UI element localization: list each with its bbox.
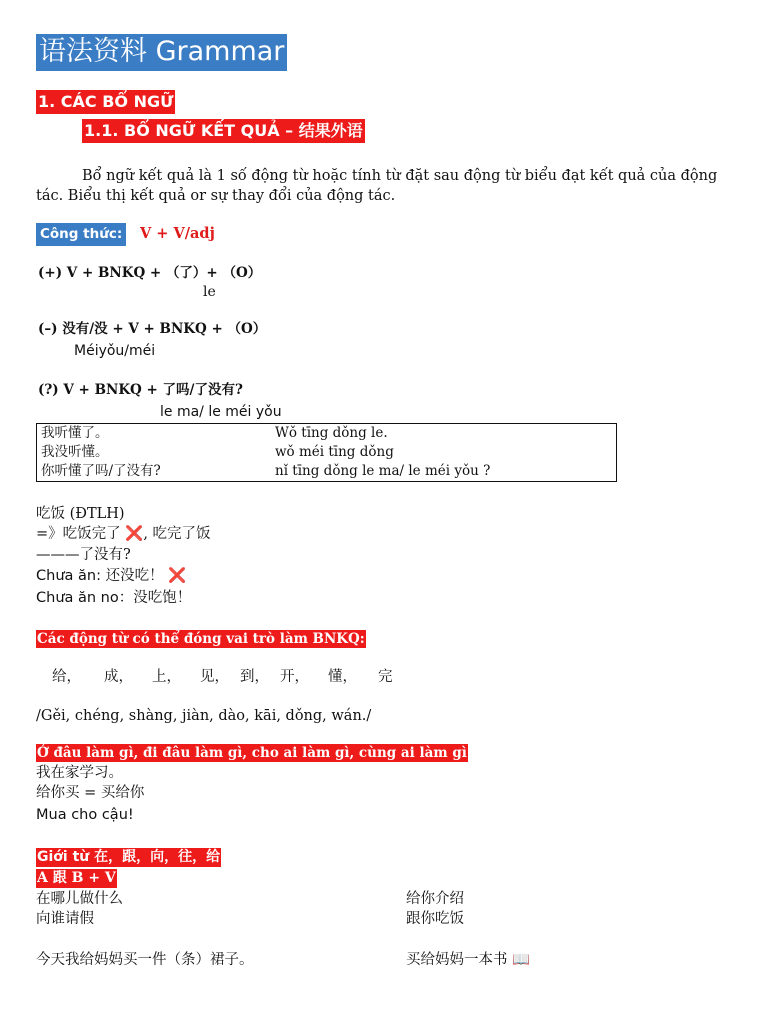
verb-item: 到，	[240, 669, 269, 685]
eat-line-2	[36, 524, 211, 544]
eat-line-2-text: =》吃饭完了	[36, 526, 121, 542]
eat-line-3: ———了没有?	[36, 547, 131, 563]
page-title: 语法资料 Grammar	[36, 34, 287, 71]
negative-form: (–) 没有/没 + V + BNKQ + （O）	[38, 321, 267, 337]
example-chinese: 我没听懂。	[37, 443, 272, 462]
table-row	[37, 443, 617, 462]
question-pinyin: le ma/ le méi yǒu	[160, 404, 282, 420]
heading-cac-bo-ngu: 1. CÁC BỔ NGỮ	[36, 90, 175, 114]
example-chinese: 我听懂了。	[37, 424, 272, 444]
prep-example-left: 在哪儿做什么	[36, 891, 123, 907]
verbs-pinyin: /Gěi, chéng, shàng, jiàn, dào, kāi, dǒng, wán./	[36, 708, 372, 724]
verb-item: 给，	[52, 669, 81, 685]
verb-item: 上，	[152, 669, 181, 685]
verbs-list	[52, 667, 393, 687]
example-pinyin: wǒ méi tīng dǒng	[271, 443, 617, 462]
verb-item: 懂，	[328, 669, 357, 685]
last-example-right-text: 买给妈妈一本书	[406, 952, 508, 968]
question-form: (?) V + BNKQ + 了吗/了没有?	[38, 382, 243, 398]
last-example-left: 今天我给妈妈买一件（条）裙子。	[36, 952, 254, 968]
prep-formula: A 跟 B + V	[37, 870, 116, 886]
x-mark-icon: ❌	[125, 525, 144, 542]
positive-pinyin: le	[203, 284, 216, 300]
verb-item: 完	[378, 669, 393, 685]
prep-example-right: 给你介绍	[406, 891, 464, 907]
negative-pinyin: Méiyǒu/méi	[74, 343, 156, 359]
where-header: Ở đâu làm gì, đi đâu làm gì, cho ai làm gì, cùng ai làm gì	[37, 745, 467, 761]
table-row	[37, 462, 617, 482]
where-line: Mua cho cậu!	[36, 807, 134, 823]
verbs-header: Các động từ có thể đóng vai trò làm BNKQ:	[37, 631, 365, 647]
eat-line-5: Chưa ăn no：没吃饱！	[36, 590, 192, 606]
prep-example-right: 跟你吃饭	[406, 911, 464, 927]
where-line: 我在家学习。	[36, 765, 123, 781]
example-pinyin: nǐ tīng dǒng le ma/ le méi yǒu ?	[271, 462, 617, 482]
intro-paragraph	[36, 166, 736, 206]
example-chinese: 你听懂了吗/了没有?	[37, 462, 272, 482]
table-row	[37, 424, 617, 444]
intro-text: Bổ ngữ kết quả là 1 số động từ hoặc tính từ đặt sau động từ biểu đạt kết quả của động tác. Biểu thị kết quả or sự thay đổi của động tác.	[36, 168, 718, 204]
eat-line-2-text-b: , 吃完了饭	[143, 526, 211, 542]
formula-expression: V + V/adj	[140, 225, 215, 242]
eat-line-4	[36, 566, 186, 586]
book-icon: 📖	[512, 952, 531, 968]
eat-line-1: 吃饭 (ĐTLH)	[36, 506, 125, 522]
prep-example-left: 向谁请假	[36, 911, 94, 927]
formula-label: Công thức:	[36, 223, 126, 246]
last-example-right	[406, 950, 530, 970]
example-pinyin: Wǒ tīng dǒng le.	[271, 424, 617, 444]
heading-bo-ngu-ket-qua: 1.1. BỔ NGỮ KẾT QUẢ – 结果外语	[82, 119, 365, 143]
x-mark-icon: ❌	[168, 568, 187, 584]
eat-line-4-text: Chưa ăn: 还没吃！	[36, 568, 164, 584]
positive-form: (+) V + BNKQ + （了）+ （O）	[38, 265, 262, 281]
verb-item: 成，	[104, 669, 133, 685]
verb-item: 开，	[280, 669, 309, 685]
prep-header: Giới từ 在，跟，向，往，给	[37, 849, 221, 865]
verb-item: 见，	[200, 669, 229, 685]
examples-table	[36, 423, 617, 482]
where-line: 给你买 = 买给你	[36, 785, 145, 801]
